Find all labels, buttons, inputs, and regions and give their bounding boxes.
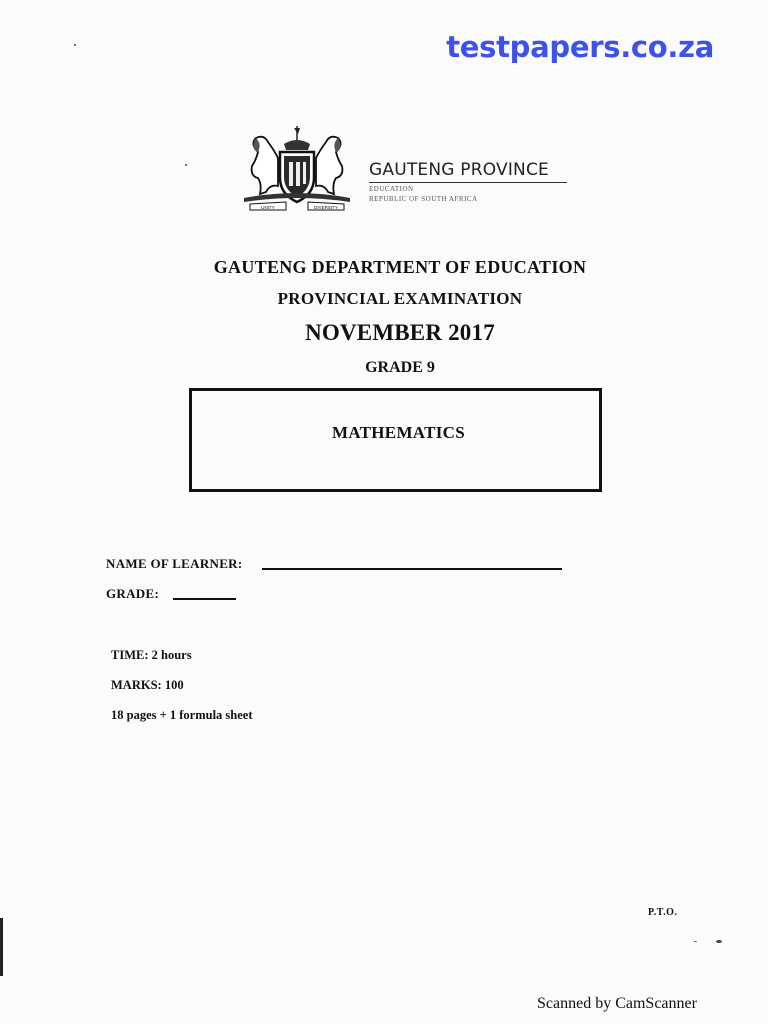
grade-label: GRADE: <box>106 586 160 601</box>
scan-speck <box>694 941 697 942</box>
scanner-credit: Scanned by CamScanner <box>537 995 697 1012</box>
pages-info: 18 pages + 1 formula sheet <box>111 708 253 722</box>
exam-title: PROVINCIAL EXAMINATION <box>277 289 523 308</box>
grade-line[interactable] <box>173 598 236 600</box>
province-country: REPUBLIC OF SOUTH AFRICA <box>369 195 478 203</box>
exam-date: NOVEMBER 2017 <box>305 320 495 345</box>
province-department: EDUCATION <box>369 185 414 193</box>
subject-box <box>189 388 602 492</box>
scan-speck <box>185 164 187 166</box>
grade-title: GRADE 9 <box>365 359 435 376</box>
scan-speck <box>74 44 76 46</box>
province-rule <box>369 182 567 183</box>
svg-text:DIVERSITY: DIVERSITY <box>314 205 338 210</box>
department-title: GAUTENG DEPARTMENT OF EDUCATION <box>213 257 587 277</box>
time-info: TIME: 2 hours <box>111 648 192 662</box>
marks-info: MARKS: 100 <box>111 678 184 692</box>
learner-name-label: NAME OF LEARNER: <box>106 556 243 571</box>
pto-text: P.T.O. <box>648 907 678 918</box>
province-logo <box>236 122 576 212</box>
scan-speck <box>716 940 722 943</box>
coat-of-arms-icon <box>236 122 358 212</box>
subject-name: MATHEMATICS <box>331 423 465 442</box>
svg-text:UNITY: UNITY <box>261 205 275 210</box>
watermark-text: testpapers.co.za <box>446 30 714 64</box>
province-name: GAUTENG PROVINCE <box>369 160 549 180</box>
learner-name-line[interactable] <box>262 568 562 570</box>
scan-edge-mark <box>0 918 3 976</box>
